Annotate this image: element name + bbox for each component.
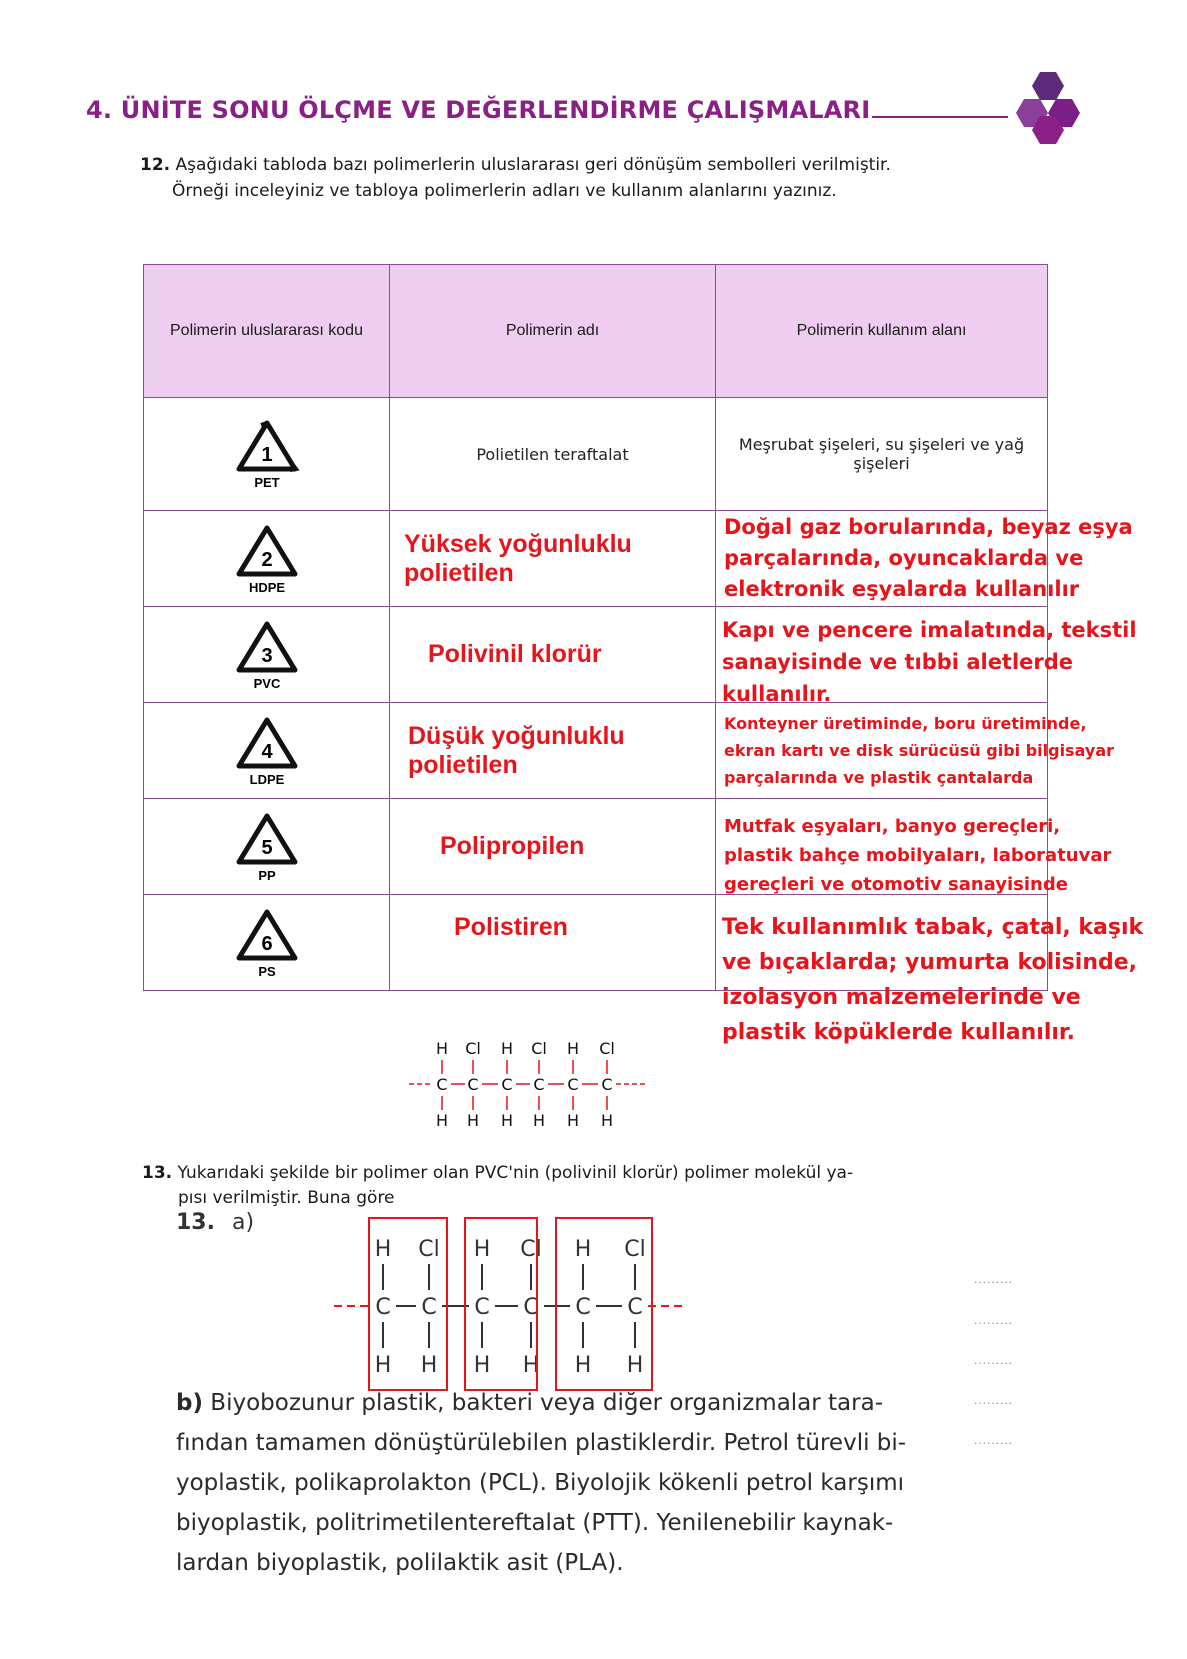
header-use: Polimerin kullanım alanı <box>716 265 1048 398</box>
answer-use-line: parçalarında ve plastik çantalarda <box>724 768 1034 787</box>
polymer-name-cell <box>390 511 716 607</box>
hexagon-logo-icon <box>1012 72 1080 144</box>
polymer-name-cell <box>390 607 716 703</box>
question-text-line1: Yukarıdaki şekilde bir polimer olan PVC'nin (polivinil klorür) polimer molekül ya- <box>177 1163 854 1183</box>
recycle-symbol-icon <box>232 714 302 788</box>
formula-atom: H <box>574 1353 592 1378</box>
polymer-name-cell: Polietilen teraftalat <box>390 398 716 511</box>
answer-use-line: gereçleri ve otomotiv sanayisinde <box>724 874 1068 895</box>
answer-name-line: Yüksek yoğunluklu <box>404 529 632 558</box>
part-b-label: b) <box>176 1390 203 1416</box>
formula-atom: H <box>374 1237 392 1262</box>
formula-atom: Cl <box>624 1237 646 1262</box>
recycle-symbol-icon <box>232 810 302 884</box>
polymer-name-cell <box>390 703 716 799</box>
code-cell <box>144 398 390 511</box>
recycle-code: PET <box>253 475 280 490</box>
formula-atom: C <box>436 1075 448 1094</box>
formula-atom: H <box>600 1111 614 1130</box>
recycle-number: 2 <box>260 548 273 571</box>
formula-atom: H <box>522 1353 540 1378</box>
answer-use-line: ekran kartı ve disk sürücüsü gibi bilgisayar <box>724 741 1114 760</box>
formula-atom: H <box>473 1353 491 1378</box>
answer-line: fından tamamen dönüştürülebilen plastiklerdir. Petrol türevli bi- <box>176 1430 907 1456</box>
formula-atom: H <box>566 1039 580 1058</box>
formula-atom: C <box>575 1295 591 1320</box>
formula-atom: Cl <box>520 1237 542 1262</box>
formula-atom: H <box>435 1039 449 1058</box>
formula-atom: C <box>601 1075 613 1094</box>
title-rule <box>872 116 1008 118</box>
formula-atom: H <box>420 1353 438 1378</box>
recycle-number: 3 <box>260 644 273 667</box>
answer-use-line: Konteyner üretiminde, boru üretiminde, <box>724 714 1087 733</box>
answer-line: biyoplastik, politrimetilentereftalat (PTT). Yenilenebilir kaynak- <box>176 1510 894 1536</box>
answer-use-line: plastik bahçe mobilyaları, laboratuvar <box>724 845 1112 866</box>
code-cell <box>144 895 390 991</box>
formula-atom: C <box>375 1295 391 1320</box>
answer-use-ldpe <box>724 710 1114 791</box>
question-number: 12. <box>140 155 171 175</box>
code-cell <box>144 799 390 895</box>
answer-line <box>176 1383 906 1423</box>
formula-atom: Cl <box>418 1237 440 1262</box>
answer-line: lardan biyoplastik, polilaktik asit (PLA). <box>176 1550 624 1576</box>
code-cell <box>144 703 390 799</box>
answer-number: 13. <box>176 1210 215 1235</box>
polymer-name-cell <box>390 799 716 895</box>
formula-atom: C <box>474 1295 490 1320</box>
recycle-code: PVC <box>253 675 280 691</box>
formula-atom: H <box>435 1111 449 1130</box>
answer-text: Biyobozunur plastik, bakteri veya diğer organizmalar tara- <box>210 1390 884 1416</box>
question-12 <box>140 152 891 178</box>
answer-use-line: Tek kullanımlık tabak, çatal, kaşık <box>722 915 1144 940</box>
answer-use-line: ve bıçaklarda; yumurta kolisinde, <box>722 950 1138 975</box>
header-name: Polimerin adı <box>390 265 716 398</box>
recycle-number: 6 <box>260 932 273 955</box>
answer-use-line: Doğal gaz borularında, beyaz eşya <box>724 515 1133 539</box>
answer-use-line: Mutfak eşyaları, banyo gereçleri, <box>724 816 1061 837</box>
polymer-name-cell <box>390 895 716 991</box>
recycle-number: 4 <box>260 740 273 763</box>
formula-atom: H <box>574 1237 592 1262</box>
question-12-line2: Örneği inceleyiniz ve tabloya polimerlerin adları ve kullanım alanlarını yazınız. <box>172 181 837 201</box>
formula-atom: C <box>467 1075 479 1094</box>
formula-atom: H <box>626 1353 644 1378</box>
formula-atom: H <box>532 1111 546 1130</box>
question-number: 13. <box>142 1163 173 1183</box>
answer-use-line: elektronik eşyalarda kullanılır <box>724 577 1080 601</box>
dotted-line: ......... <box>974 1393 1014 1407</box>
answer-name-line: Polivinil klorür <box>428 640 602 668</box>
answer-use-line: parçalarında, oyuncaklarda ve <box>724 546 1084 570</box>
dotted-line: ......... <box>974 1353 1014 1367</box>
pvc-repeat-units-diagram <box>330 1212 690 1397</box>
formula-atom: H <box>500 1111 514 1130</box>
dotted-line: ......... <box>974 1433 1014 1447</box>
answer-use-pp <box>724 812 1111 899</box>
recycle-code: PP <box>257 867 276 883</box>
recycle-code: LDPE <box>249 771 284 787</box>
recycle-code: PS <box>257 963 276 979</box>
formula-atom: C <box>421 1295 437 1320</box>
answer-use-pvc <box>722 614 1137 710</box>
formula-atom: C <box>567 1075 579 1094</box>
answer-use-ps <box>722 910 1143 1050</box>
answer-name-line: Polipropilen <box>440 832 585 860</box>
formula-atom: H <box>466 1111 480 1130</box>
answer-use-line: plastik köpüklerde kullanılır. <box>722 1020 1075 1045</box>
formula-atom: C <box>523 1295 539 1320</box>
answer-name-line: Polistiren <box>454 913 568 941</box>
answer-name-line: polietilen <box>408 750 518 779</box>
question-13 <box>142 1160 853 1186</box>
pvc-formula <box>405 1036 655 1136</box>
answer-13b <box>176 1383 906 1583</box>
formula-atom: H <box>473 1237 491 1262</box>
formula-atom: C <box>627 1295 643 1320</box>
formula-atom: Cl <box>599 1039 615 1058</box>
formula-atom: H <box>374 1353 392 1378</box>
question-13-line2: pısı verilmiştir. Buna göre <box>178 1188 395 1208</box>
header-code: Polimerin uluslararası kodu <box>144 265 390 398</box>
answer-line: yoplastik, polikaprolakton (PCL). Biyolojik kökenli petrol karşımı <box>176 1470 905 1496</box>
use-line: Meşrubat şişeleri, su şişeleri ve yağ <box>738 435 1025 454</box>
recycle-symbol-icon <box>232 522 302 596</box>
answer-use-line: izolasyon malzemelerinde ve <box>722 985 1081 1010</box>
answer-name-line: Düşük yoğunluklu <box>408 721 625 750</box>
formula-atom: C <box>533 1075 545 1094</box>
recycle-symbol-icon <box>232 618 302 692</box>
part-a-label: a) <box>231 1210 255 1235</box>
answer-use-line: kullanılır. <box>722 682 832 706</box>
page-title: 4. ÜNİTE SONU ÖLÇME VE DEĞERLENDİRME ÇALIŞMALARI <box>86 96 871 124</box>
recycle-number: 5 <box>260 836 273 859</box>
answer-use-hdpe <box>724 512 1133 605</box>
answer-use-line: Kapı ve pencere imalatında, tekstil <box>722 618 1137 642</box>
formula-atom: H <box>500 1039 514 1058</box>
dotted-line: ......... <box>974 1272 1014 1286</box>
question-text-line1: Aşağıdaki tabloda bazı polimerlerin uluslararası geri dönüşüm sembolleri verilmiştir. <box>175 155 891 175</box>
recycle-symbol-icon <box>232 906 302 980</box>
code-cell <box>144 511 390 607</box>
recycle-number: 1 <box>260 444 273 466</box>
formula-atom: Cl <box>531 1039 547 1058</box>
recycle-code: HDPE <box>248 579 285 595</box>
answer-13-label <box>176 1210 254 1235</box>
formula-atom: H <box>566 1111 580 1130</box>
formula-atom: C <box>501 1075 513 1094</box>
answer-name-line: polietilen <box>404 558 514 587</box>
use-line: şişeleri <box>853 454 910 473</box>
code-cell <box>144 607 390 703</box>
dotted-line: ......... <box>974 1313 1014 1327</box>
polymer-use-cell <box>716 398 1048 511</box>
answer-use-line: sanayisinde ve tıbbi aletlerde <box>722 650 1074 674</box>
formula-atom: Cl <box>465 1039 481 1058</box>
recycle-symbol-icon <box>232 417 302 491</box>
